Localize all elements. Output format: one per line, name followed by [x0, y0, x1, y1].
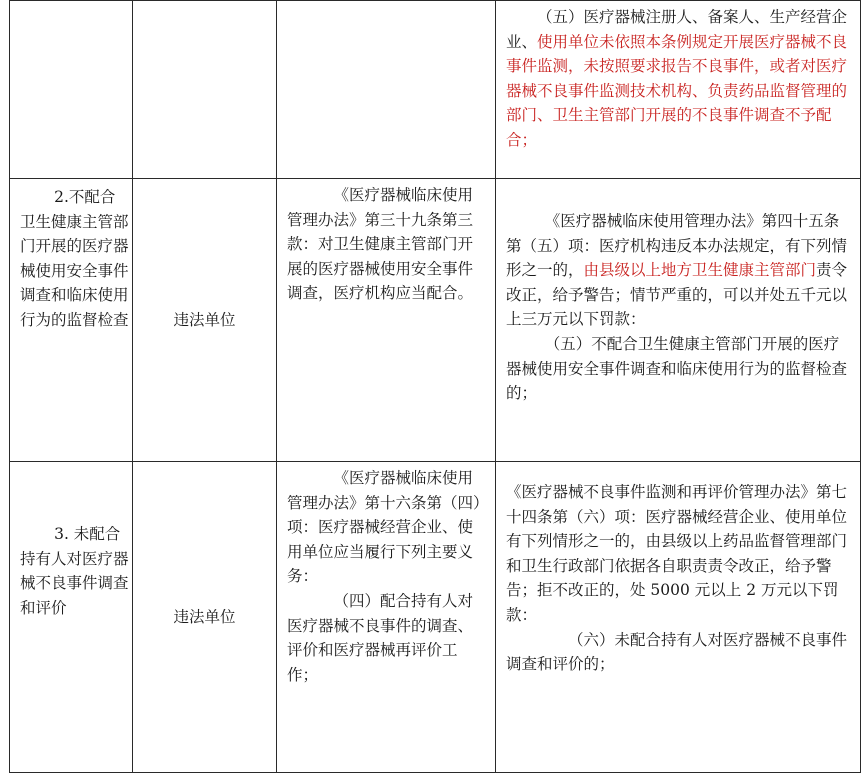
- penalty-paragraph: [506, 5, 852, 153]
- penalty-cell: [496, 1, 861, 179]
- basis-text: 《医疗器械临床使用管理办法》第十六条第（四）项：医疗器械经营企业、使用单位应当履行下列主要义务：: [287, 469, 481, 586]
- table-row: [10, 462, 861, 773]
- penalty-highlight-text: 使用单位未依照本条例规定开展医疗器械不良事件监测，未按照要求报告不良事件，或者对医疗器械不良事件监测技术机构、负责药品监督管理的部门、卫生主管部门开展的不良事件调查不予配合；: [506, 32, 848, 149]
- penalty-text: 《医疗器械临床使用管理办法》第四十五条第（五）项：医疗机构违反本办法规定，有下列情形之一的，: [506, 212, 848, 280]
- basis-cell: [277, 1, 496, 179]
- violation-text: 2.不配合卫生健康主管部门开展的医疗器械使用安全事件调查和临床使用行为的监督检查: [20, 188, 129, 329]
- basis-text: 《医疗器械临床使用管理办法》第三十九条第三款：对卫生健康主管部门开展的医疗器械使用安全事件调查，医疗机构应当配合。: [287, 186, 474, 303]
- penalty-item-text: （六）未配合持有人对医疗器械不良事件调查和评价的；: [506, 630, 848, 674]
- subject-cell: [133, 462, 277, 773]
- table-row: [10, 1, 861, 179]
- penalty-cell: [496, 462, 861, 773]
- violation-text: 3. 未配合持有人对医疗器械不良事件调查和评价: [20, 525, 129, 617]
- basis-cell: [277, 462, 496, 773]
- regulation-table: [9, 0, 861, 773]
- basis-item-text: （四）配合持有人对医疗器械不良事件的调查、评价和医疗器械再评价工作；: [287, 591, 474, 684]
- subject-text: 违法单位: [173, 310, 236, 329]
- violation-cell: [10, 179, 133, 462]
- penalty-paragraph: [506, 209, 852, 332]
- subject-text: 违法单位: [173, 607, 236, 626]
- violation-cell: [10, 462, 133, 773]
- table-row: [10, 179, 861, 462]
- violation-cell: [10, 1, 133, 179]
- basis-cell: [277, 179, 496, 462]
- penalty-text: （五）医疗器械注册人、备案人、生产经营企业、: [506, 8, 848, 51]
- penalty-text: 《医疗器械不良事件监测和再评价管理办法》第七十四条第（六）项：医疗器械经营企业、使用单位有下列情形之一的，由县级以上药品监督管理部门和卫生行政部门依据各自职责责令改正，给予警告；拒不改正的，处 5000 元以上 2 万元以下罚款：: [506, 483, 848, 624]
- penalty-highlight-text: 由县级以上地方卫生健康主管部门: [583, 261, 817, 280]
- subject-cell: [133, 179, 277, 462]
- penalty-text-cont: 责令改正，给予警告；情节严重的，可以并处五千元以上三万元以下罚款：: [506, 261, 848, 329]
- subject-cell: [133, 1, 277, 179]
- penalty-cell: [496, 179, 861, 462]
- penalty-item-text: （五）不配合卫生健康主管部门开展的医疗器械使用安全事件调查和临床使用行为的监督检查的；: [506, 334, 848, 403]
